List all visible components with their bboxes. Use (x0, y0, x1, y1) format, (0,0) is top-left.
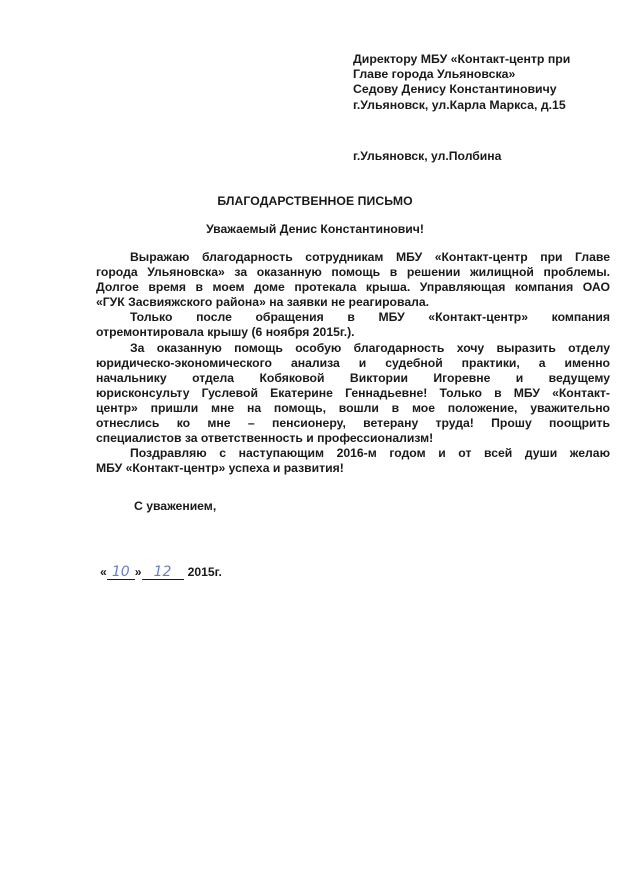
date-close-quote: » (134, 565, 142, 579)
addressee-line: г.Ульяновск, ул.Карла Маркса, д.15 (353, 97, 566, 112)
body-line: МБУ «Контакт-центр» успеха и развития! (96, 461, 344, 476)
letter-title-text: БЛАГОДАРСТВЕННОЕ ПИСЬМО (217, 194, 413, 208)
body-line: отнеслись ко мне – пенсионеру, ветерану труда! Прошу поощрить (96, 416, 610, 431)
date-line (100, 565, 222, 580)
body-line: начальнику отдела Кобяковой Виктории Игоревне и ведущему (96, 370, 610, 385)
body-line: Выражаю благодарность сотрудникам МБУ «Контакт-центр при Главе (130, 250, 610, 264)
body-line: За оказанную помощь особую благодарность хочу выразить отделу (130, 340, 610, 355)
body-line: юрисконсульту Гуслевой Екатерине Геннадьевне! Только в МБУ «Контакт- (96, 385, 610, 400)
addressee-block (353, 52, 570, 113)
body-line: специалистов за ответственность и профессионализм! (96, 431, 434, 446)
body-line: Долгое время в моем доме протекала крыша. Управляющая компания ОАО (96, 280, 610, 295)
body-line: города Ульяновска» за оказанную помощь в решении жилищной проблемы. (96, 265, 610, 280)
body-line: Только после обращения в МБУ «Контакт-центр» компания (130, 310, 610, 325)
body-line: отремонтировала крышу (6 ноября 2015г.). (96, 325, 355, 340)
date-day-handwritten: 10 (107, 565, 135, 580)
closing: С уважением, (134, 499, 217, 513)
body-line: Поздравляю с наступающим 2016-м годом и от всей души желаю (130, 446, 610, 461)
body-line: «ГУК Засвияжского района» на заявки не реагировала. (96, 295, 430, 310)
body-line: юридическо-экономического анализа и судебной практики, а именно (96, 355, 610, 370)
date-month-handwritten: 12 (142, 565, 184, 580)
sender-address: г.Ульяновск, ул.Полбина (353, 149, 502, 163)
date-open-quote: « (100, 565, 107, 579)
letter-body (96, 250, 610, 476)
body-line: центр» пришли мне на помощь, вошли в мое положение, уважительно (96, 400, 610, 415)
addressee-line: Директору МБУ «Контакт-центр при (353, 52, 571, 66)
addressee-line: Главе города Ульяновска» (353, 67, 516, 82)
letter-title (0, 194, 630, 209)
addressee-line: Седову Денису Константиновичу (353, 82, 557, 97)
greeting: Уважаемый Денис Константинович! (206, 222, 424, 236)
date-year: 2015г. (187, 565, 222, 579)
